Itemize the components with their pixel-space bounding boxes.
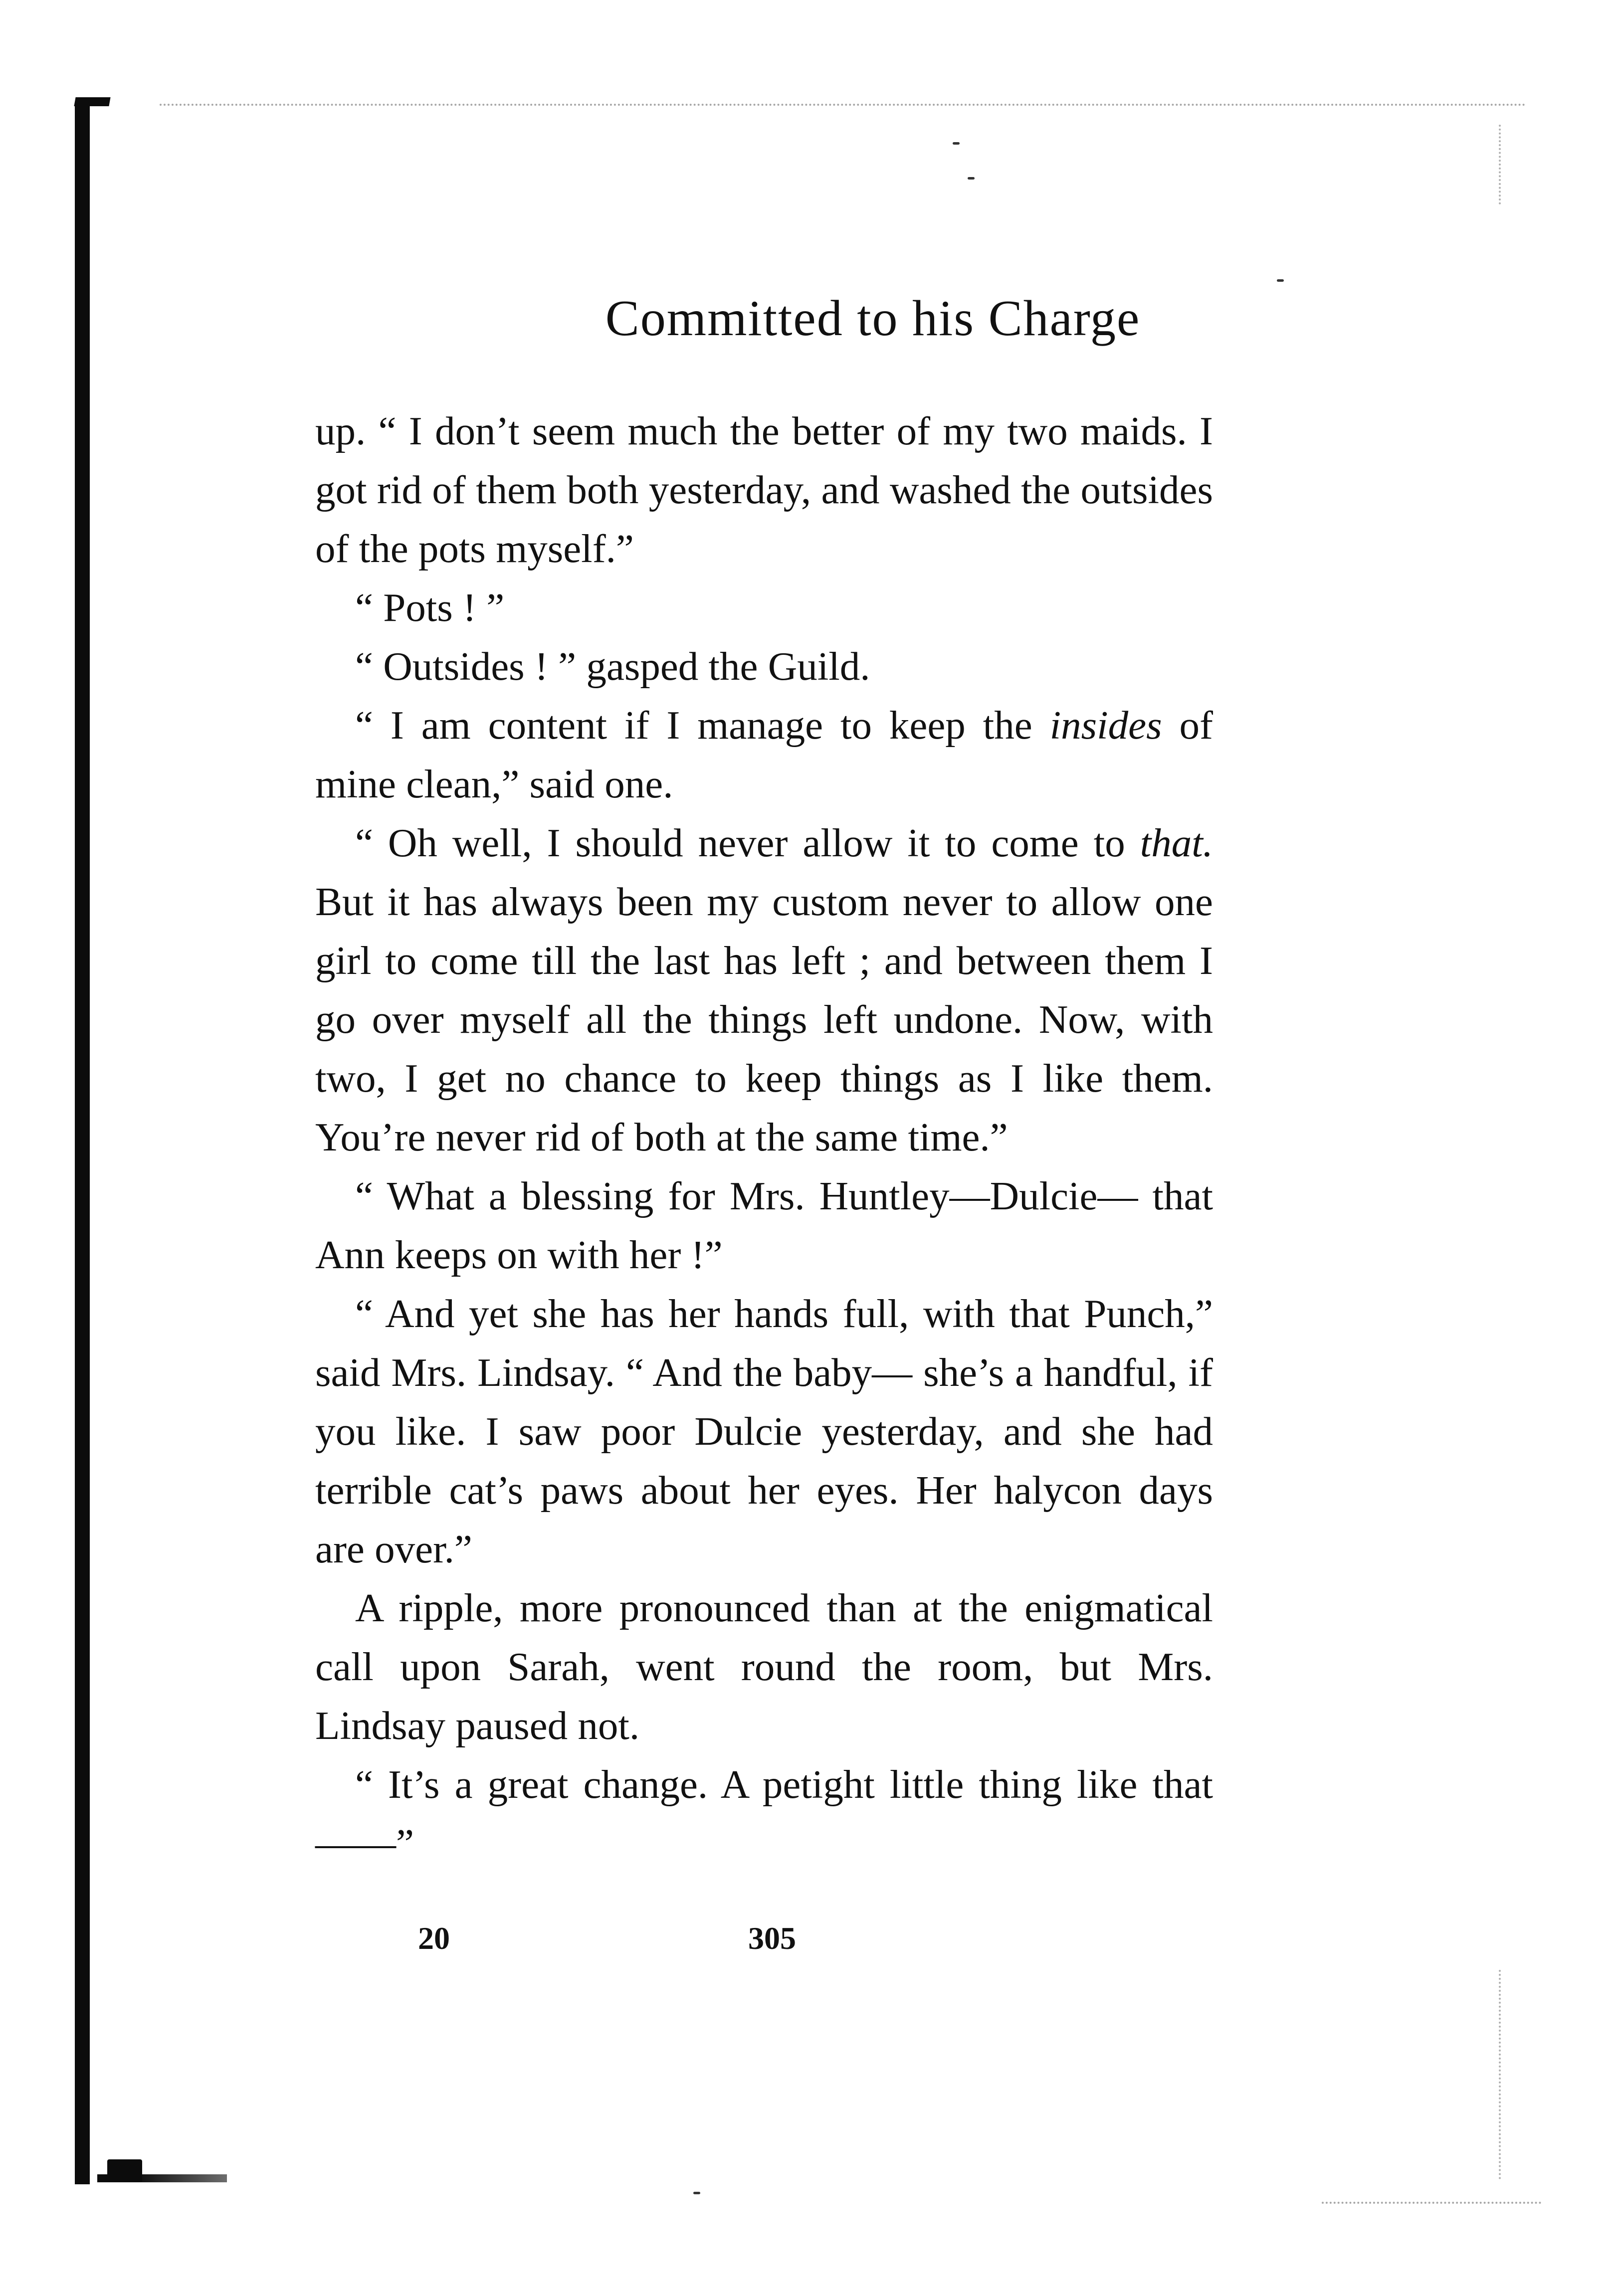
stray-mark [953, 142, 960, 145]
paragraph-text: up. “ I don’t seem much the better of my two maids. I got rid of them both yesterday, and washed the outsides of the pots myself.” [315, 408, 1213, 571]
paragraph-text: “ And yet she has her hands full, with that Punch,” said Mrs. Lindsay. “ And the baby— she’s a handful, if you like. I saw poor Dulcie yesterday, and she had terrible cat’s paws about her eyes. Her halycon days are over.” [315, 1291, 1213, 1571]
scan-border-top [160, 104, 1526, 106]
paragraph-text: of mine clean,” said one. [315, 703, 1213, 806]
paragraph-text: “ I am content if I manage to keep the [355, 703, 1050, 748]
stray-mark [693, 2192, 700, 2194]
paragraph [315, 1166, 1213, 1284]
paragraph-text: “ Pots ! ” [355, 585, 505, 630]
paragraph [315, 1755, 1213, 1873]
paragraph-text: “ Outsides ! ” gasped the Guild. [355, 644, 870, 689]
paragraph [315, 813, 1213, 1166]
paragraph-text: But it has always been my custom never to allow one girl to come till the last has left ; and between them I go over myself all the things left undone. Now, with two, I get no chance to keep things as I like them. You’re never rid of both at the same time.” [315, 879, 1213, 1159]
stray-mark [968, 177, 975, 180]
paragraph [315, 696, 1213, 813]
paragraph-text: A ripple, more pronounced than at the enigmatical call upon Sarah, went round the room, but Mrs. Lindsay paused not. [315, 1585, 1213, 1748]
scan-specks-right [1499, 125, 1506, 204]
stray-mark [1277, 279, 1284, 282]
binding-edge-bottom [97, 2174, 227, 2182]
binding-edge-top [74, 97, 110, 106]
italic-text: insides [1049, 703, 1162, 748]
scan-specks-right-lower [1499, 1970, 1506, 2179]
paragraph [315, 578, 1213, 637]
page-number: 305 [748, 1920, 796, 1956]
signature-mark: 20 [418, 1920, 450, 1956]
running-head: Committed to his Charge [605, 290, 1141, 347]
scan-border-bottom [1322, 2202, 1541, 2204]
paragraph [315, 1284, 1213, 1578]
italic-text: that. [1140, 820, 1213, 865]
paragraph-text: “ What a blessing for Mrs. Huntley—Dulcie— that Ann keeps on with her !” [315, 1173, 1213, 1277]
paragraph-text: “ Oh well, I should never allow it to come to [355, 820, 1140, 865]
paragraph [315, 1578, 1213, 1755]
page-footer [0, 1920, 1619, 1960]
binding-edge [75, 105, 90, 2184]
paragraph [315, 637, 1213, 696]
paragraph [315, 401, 1213, 578]
body-text [315, 401, 1213, 1873]
paragraph-text: “ It’s a great change. A petight little thing like that——” [315, 1762, 1213, 1866]
